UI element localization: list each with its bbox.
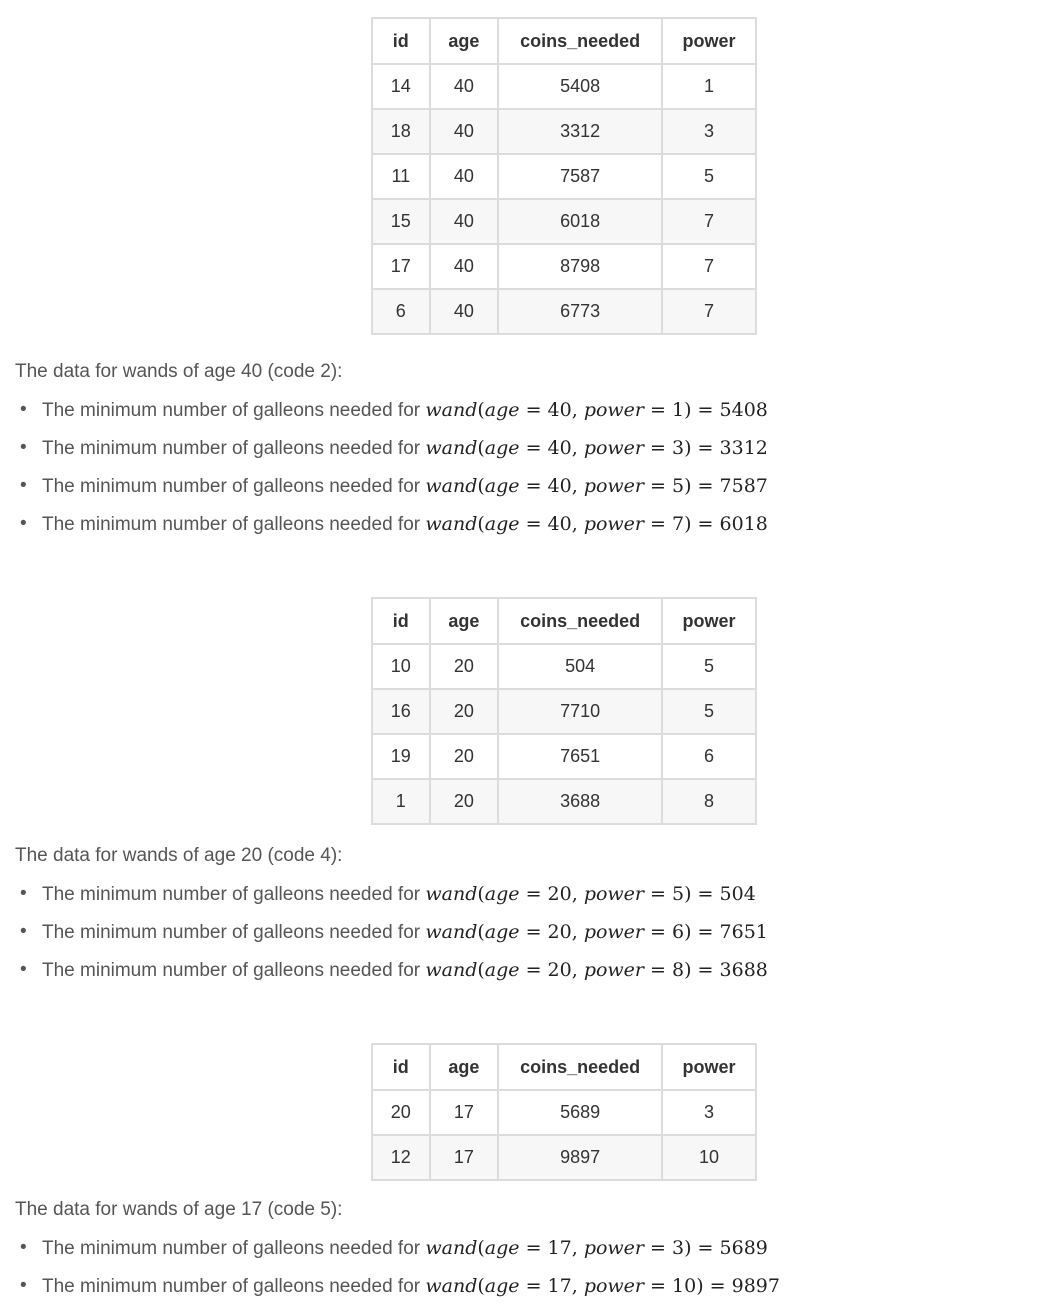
formula: wand(age = 40, power = 5) = 7587 [425, 475, 768, 497]
table-row [372, 109, 756, 154]
cell-id: 11 [372, 154, 430, 199]
section-caption: The data for wands of age 17 (code 5): [15, 1199, 343, 1220]
bullet-text: The minimum number of galleons needed for [42, 960, 426, 981]
cell-power: 7 [662, 244, 756, 289]
table-row [372, 734, 756, 779]
formula: wand(age = 20, power = 6) = 7651 [425, 921, 768, 943]
bullet-list [20, 875, 768, 989]
header-id: id [372, 598, 430, 644]
header-power: power [662, 598, 756, 644]
table-header-row [372, 1044, 756, 1090]
wands-table-age-20 [371, 597, 757, 825]
table-header-row [372, 598, 756, 644]
cell-id: 19 [372, 734, 430, 779]
formula: wand(age = 40, power = 7) = 6018 [425, 513, 768, 535]
cell-age: 20 [430, 689, 499, 734]
cell-coins: 7587 [498, 154, 662, 199]
list-item [20, 1229, 780, 1267]
formula: wand(age = 40, power = 1) = 5408 [425, 399, 768, 421]
cell-id: 10 [372, 644, 430, 689]
header-age: age [430, 18, 499, 64]
header-coins-needed: coins_needed [498, 18, 662, 64]
cell-age: 40 [430, 289, 499, 334]
cell-coins: 5408 [498, 64, 662, 109]
cell-coins: 6773 [498, 289, 662, 334]
cell-coins: 7710 [498, 689, 662, 734]
formula: wand(age = 17, power = 10) = 9897 [425, 1275, 780, 1297]
table-row [372, 1135, 756, 1180]
table-header-row [372, 18, 756, 64]
formula: wand(age = 20, power = 8) = 3688 [425, 959, 768, 981]
cell-id: 16 [372, 689, 430, 734]
cell-coins: 5689 [498, 1090, 662, 1135]
cell-id: 20 [372, 1090, 430, 1135]
cell-power: 5 [662, 644, 756, 689]
cell-id: 12 [372, 1135, 430, 1180]
bullet-list [20, 391, 768, 543]
header-power: power [662, 1044, 756, 1090]
table-row [372, 199, 756, 244]
cell-id: 17 [372, 244, 430, 289]
list-item [20, 875, 768, 913]
table-row [372, 644, 756, 689]
cell-age: 40 [430, 244, 499, 289]
cell-age: 40 [430, 199, 499, 244]
cell-age: 20 [430, 734, 499, 779]
cell-age: 17 [430, 1090, 499, 1135]
table-row [372, 154, 756, 199]
table-row [372, 64, 756, 109]
bullet-text: The minimum number of galleons needed for [42, 514, 426, 535]
cell-id: 18 [372, 109, 430, 154]
cell-coins: 3312 [498, 109, 662, 154]
cell-power: 6 [662, 734, 756, 779]
cell-coins: 8798 [498, 244, 662, 289]
section-caption: The data for wands of age 40 (code 2): [15, 361, 343, 382]
header-id: id [372, 18, 430, 64]
cell-coins: 504 [498, 644, 662, 689]
bullet-text: The minimum number of galleons needed for [42, 400, 426, 421]
header-id: id [372, 1044, 430, 1090]
bullet-text: The minimum number of galleons needed for [42, 438, 426, 459]
list-item [20, 1267, 780, 1305]
list-item [20, 505, 768, 543]
cell-age: 20 [430, 779, 499, 824]
formula: wand(age = 17, power = 3) = 5689 [425, 1237, 768, 1259]
cell-power: 7 [662, 199, 756, 244]
table-row [372, 779, 756, 824]
bullet-text: The minimum number of galleons needed for [42, 922, 426, 943]
section-caption: The data for wands of age 20 (code 4): [15, 845, 343, 866]
bullet-text: The minimum number of galleons needed for [42, 476, 426, 497]
header-age: age [430, 598, 499, 644]
cell-id: 15 [372, 199, 430, 244]
cell-age: 40 [430, 64, 499, 109]
cell-power: 8 [662, 779, 756, 824]
header-coins-needed: coins_needed [498, 1044, 662, 1090]
cell-coins: 7651 [498, 734, 662, 779]
list-item [20, 429, 768, 467]
table-row [372, 1090, 756, 1135]
cell-power: 10 [662, 1135, 756, 1180]
cell-id: 6 [372, 289, 430, 334]
cell-age: 17 [430, 1135, 499, 1180]
cell-coins: 3688 [498, 779, 662, 824]
table-row [372, 244, 756, 289]
wands-table-age-17 [371, 1043, 757, 1181]
cell-power: 3 [662, 109, 756, 154]
cell-id: 14 [372, 64, 430, 109]
cell-age: 40 [430, 109, 499, 154]
header-coins-needed: coins_needed [498, 598, 662, 644]
bullet-text: The minimum number of galleons needed for [42, 1276, 426, 1297]
cell-power: 3 [662, 1090, 756, 1135]
cell-power: 7 [662, 289, 756, 334]
cell-power: 1 [662, 64, 756, 109]
cell-coins: 9897 [498, 1135, 662, 1180]
cell-age: 20 [430, 644, 499, 689]
wands-table-age-40 [371, 17, 757, 335]
bullet-text: The minimum number of galleons needed for [42, 884, 426, 905]
header-age: age [430, 1044, 499, 1090]
cell-id: 1 [372, 779, 430, 824]
cell-power: 5 [662, 689, 756, 734]
cell-power: 5 [662, 154, 756, 199]
list-item [20, 391, 768, 429]
header-power: power [662, 18, 756, 64]
table-row [372, 689, 756, 734]
list-item [20, 951, 768, 989]
cell-age: 40 [430, 154, 499, 199]
bullet-text: The minimum number of galleons needed for [42, 1238, 426, 1259]
cell-coins: 6018 [498, 199, 662, 244]
formula: wand(age = 40, power = 3) = 3312 [425, 437, 768, 459]
formula: wand(age = 20, power = 5) = 504 [425, 883, 756, 905]
bullet-list [20, 1229, 780, 1305]
list-item [20, 467, 768, 505]
list-item [20, 913, 768, 951]
table-row [372, 289, 756, 334]
